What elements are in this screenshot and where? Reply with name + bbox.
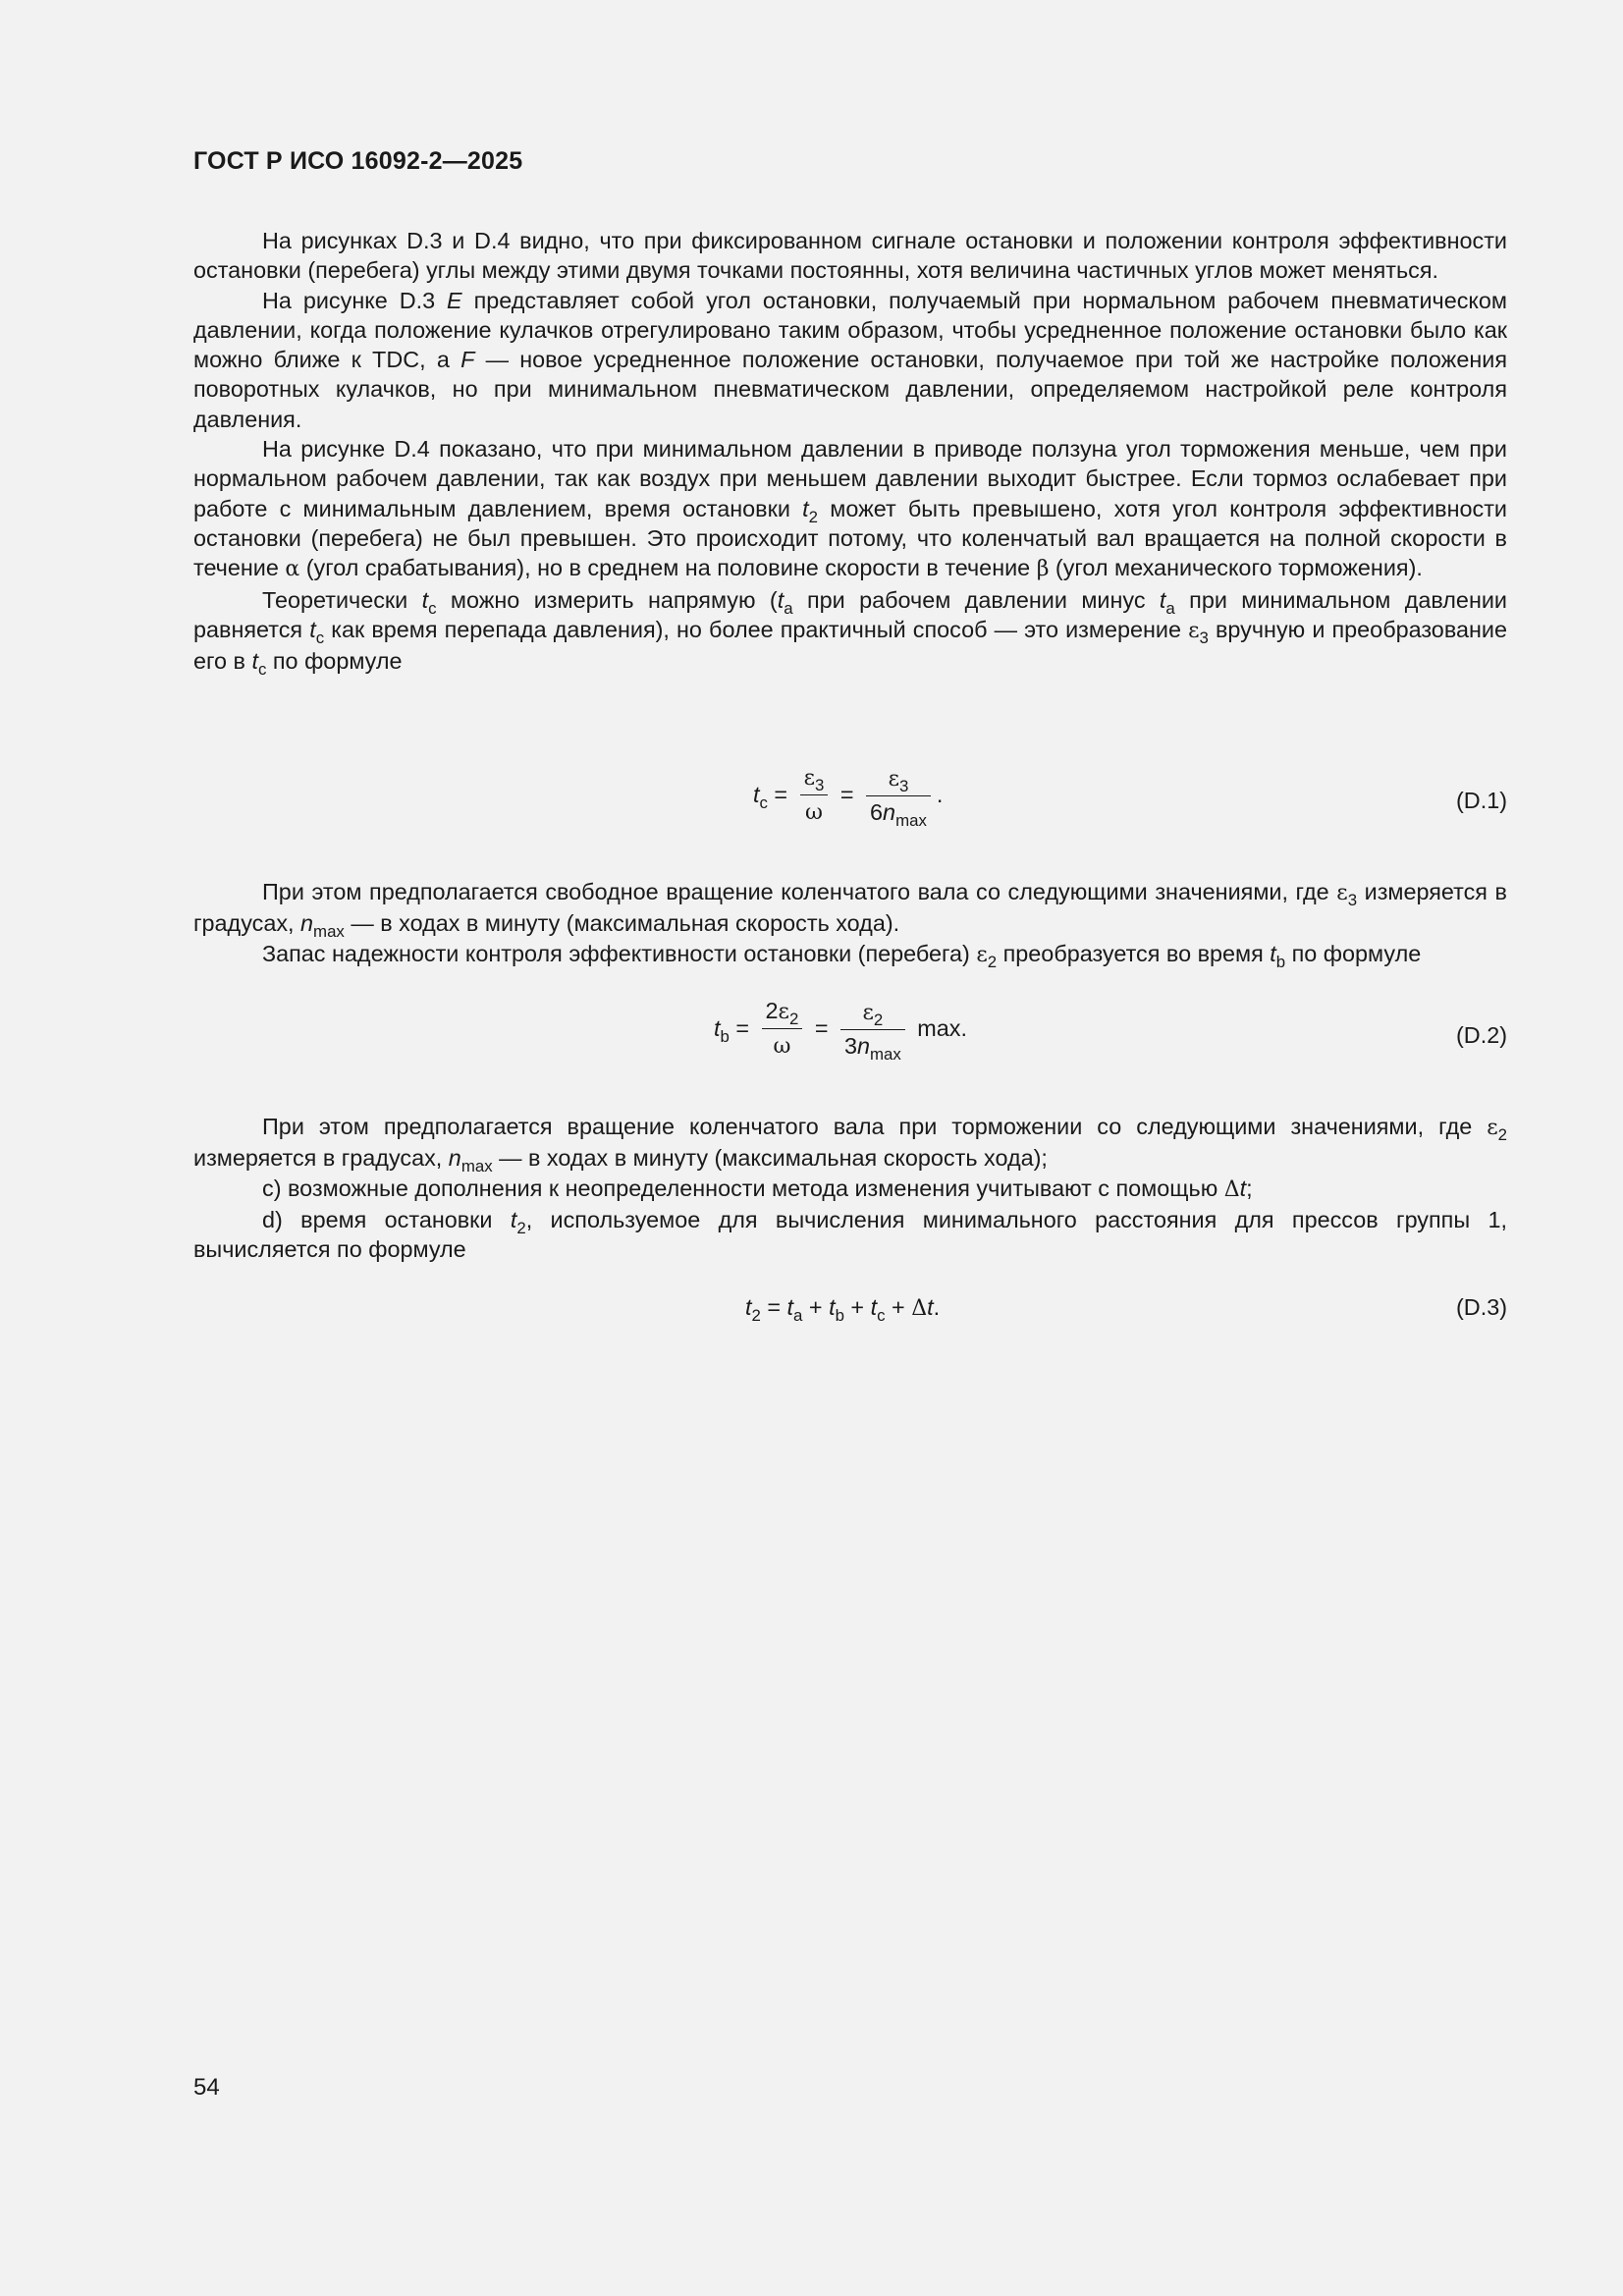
paragraph: При этом предполагается свободное вращение коленчатого вала со следующими значениями, где $\varepsilon_3$ измеряется в градусах, $n_{max}$ — в ходах в минуту (максимальная скорость хода).: [193, 879, 1507, 942]
formula-expression: $t_c$ = $\frac{\varepsilon_3}{\omega}$ = $\frac{\varepsilon_3}{6n_{max}}$ .: [753, 761, 943, 829]
formula-d1: [193, 761, 1507, 840]
list-item-c: c) возможные дополнения к неопределенности метода изменения учитывают с помощью Δt;: [262, 1175, 1253, 1202]
paragraph: На рисунках D.3 и D.4 видно, что при фиксированном сигнале остановки и положении контроля эффективности остановки (перебега) углы между этими двумя точками постоянны, хотя величина частичных углов может меняться.: [193, 228, 1507, 284]
document-header: ГОСТ Р ИСО 16092-2—2025: [193, 147, 523, 175]
formula-expression: $t_2 = t_a + t_b + t_c + \Delta t$.: [745, 1294, 941, 1325]
equation-number: (D.1): [1456, 788, 1507, 813]
formula-expression: $t_b$ = $\frac{2\varepsilon_2}{\omega}$ = $\frac{\varepsilon_2}{3n_{max}}$ max.: [714, 995, 967, 1063]
paragraph: Запас надежности контроля эффективности остановки (перебега) $\varepsilon_2$ преобразуется во время $t_b$ по формуле: [262, 940, 1422, 971]
fraction: $\frac{2\varepsilon_2}{\omega}$: [762, 995, 803, 1063]
paragraph: При этом предполагается вращение коленчатого вала при торможении со следующими значениями, где $\varepsilon_2$ измеряется в градусах, $n_{max}$ — в ходах в минуту (максимальная скорость хода);: [193, 1114, 1507, 1176]
paragraph: На рисунке D.4 показано, что при минимальном давлении в приводе ползуна угол торможения меньше, чем при нормальном рабочем давлении, так как воздух при меньшем давлении выходит быстрее. Если тормоз ослабевает при работе с минимальным давлением, время остановки $t_2$ может быть превышено, хотя угол контроля эффективности остановки (перебега) не был превышен. Это происходит потому, что коленчатый вал вращается на полной скорости в течение α (угол срабатывания), но в среднем на половине скорости в течение β (угол механического торможения).: [193, 436, 1507, 582]
fraction: $\frac{\varepsilon_3}{\omega}$: [800, 761, 829, 829]
list-item-d: d) время остановки $t_2$, используемое для вычисления минимального расстояния для прессов группы 1, вычисляется по формуле: [193, 1206, 1507, 1263]
fraction: $\frac{\varepsilon_2}{3n_{max}}$: [840, 996, 905, 1062]
formula-d3: [193, 1294, 1507, 1334]
equation-number: (D.3): [1456, 1294, 1507, 1320]
page-number: 54: [193, 2074, 220, 2101]
formula-d2: [193, 995, 1507, 1073]
text-block-1: [193, 226, 1507, 680]
text-block-2: [193, 877, 1507, 970]
text-block-3: [193, 1112, 1507, 1264]
paragraph: На рисунке D.3 E представляет собой угол остановки, получаемый при нормальном рабочем пневматическом давлении, когда положение кулачков отрегулировано таким образом, чтобы усредненное положение остановки было как можно ближе к TDC, а F — новое усредненное положение остановки, получаемое при той же настройке положения поворотных кулачков, но при минимальном пневматическом давлении, определяемом настройкой реле контроля давления.: [193, 287, 1507, 432]
fraction: $\frac{\varepsilon_3}{6n_{max}}$: [866, 762, 931, 828]
paragraph: Теоретически $t_c$ можно измерить напрямую ($t_a$ при рабочем давлении минус $t_a$ при минимальном давлении равняется $t_c$ как время перепада давления), но более практичный способ — это измерение $\varepsilon_3$ вручную и преобразование его в $t_c$ по формуле: [193, 586, 1507, 680]
equation-number: (D.2): [1456, 1022, 1507, 1048]
